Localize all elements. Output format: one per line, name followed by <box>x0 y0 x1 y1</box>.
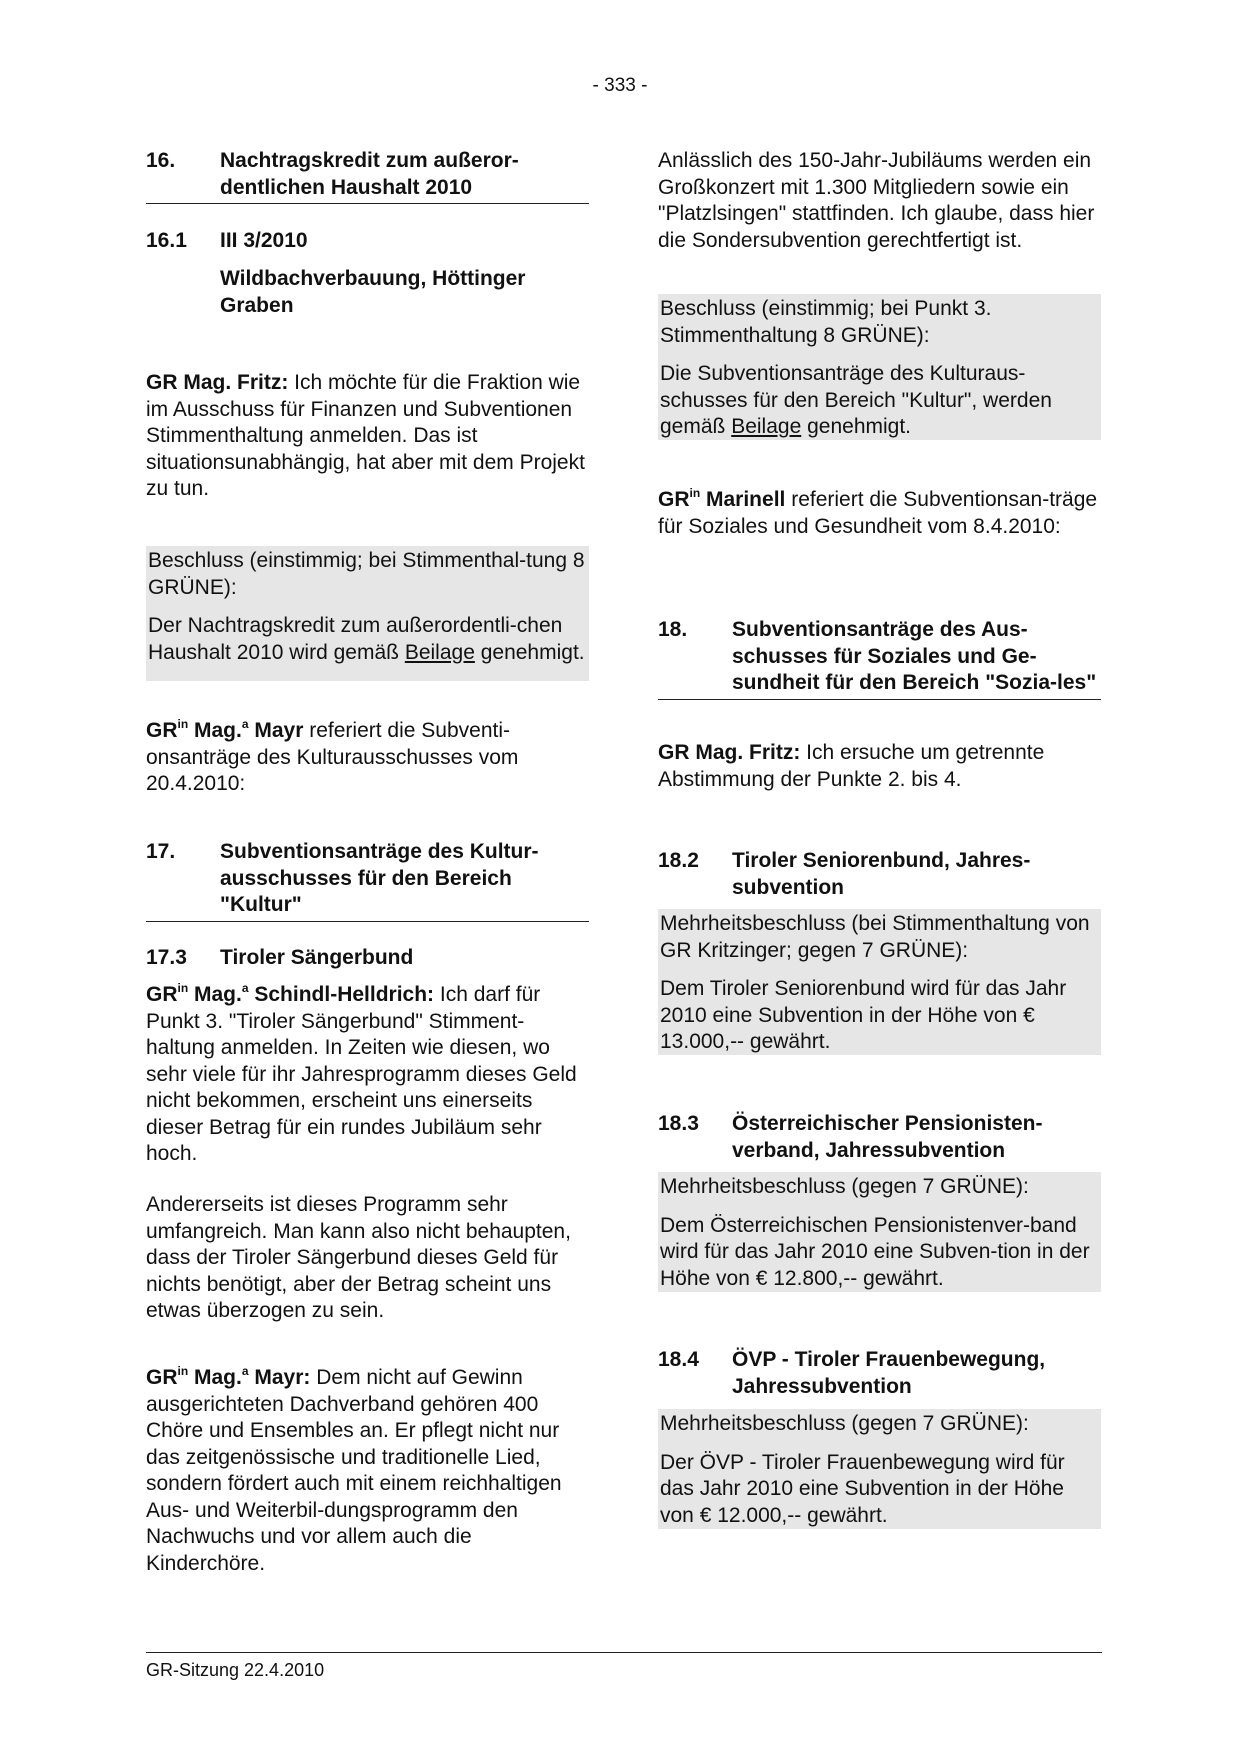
section-title: Tiroler Sängerbund <box>220 946 414 969</box>
resolution-text: Der ÖVP - Tiroler Frauenbewegung wird für das Jahr 2010 eine Subvention in der Höhe von € 12.000,-- gewährt. <box>660 1450 1065 1527</box>
beilage-link[interactable]: Beilage <box>404 640 475 664</box>
paragraph-anlaesslich: Anlässlich des 150-Jahr-Jubiläums werden ein Großkonzert mit 1.300 Mitgliedern sowie ein "Platzlsingen" stattfinden. Ich glaube, dass hier die Sondersubvention gerechtfertigt ist. <box>658 149 1095 252</box>
speaker-name: GR Mag. Fritz: <box>658 741 801 764</box>
section-title: Wildbachverbauung, Höttinger Graben <box>220 267 526 317</box>
resolution-box-17 <box>658 294 1101 440</box>
section-18-3-heading <box>658 1111 1101 1164</box>
section-18-heading <box>658 617 1101 700</box>
footer: GR-Sitzung 22.4.2010 <box>146 1660 325 1680</box>
beilage-link[interactable]: Beilage <box>731 415 802 438</box>
speech-marinell-referral: $GR^{in}$ Marinell referiert die Subventionsan-träge für Soziales und Gesundheit vom 8.4.2010: <box>658 486 1098 538</box>
section-title: Subventionsanträge des Aus-schusses für Soziales und Ge-sundheit für den Bereich "Sozia-les" <box>732 618 1097 694</box>
speech-mayr-referral: $GR^{in}$ Mag.$^a$ Mayr referiert die Subventi-onsanträge des Kulturausschusses vom 20.4.2010: <box>146 717 519 795</box>
section-number: 18. <box>658 618 688 641</box>
section-number: 16. <box>146 149 176 172</box>
section-number: 18.4 <box>658 1348 699 1371</box>
resolution-text: Der Nachtragskredit zum außerordentli-chen Haushalt 2010 wird gemäß Beilage genehmigt. <box>148 614 585 664</box>
section-number: 17. <box>146 840 176 863</box>
resolution-text: Dem Österreichischen Pensionistenver-band wird für das Jahr 2010 eine Subven-tion in der Höhe von € 12.800,-- gewährt. <box>660 1213 1090 1290</box>
speech-fritz-2 <box>658 740 1101 793</box>
resolution-head: Mehrheitsbeschluss (gegen 7 GRÜNE): <box>660 1412 1029 1435</box>
speech-schindl-helldrich: $GR^{in}$ Mag.$^a$ Schindl-Helldrich: Ich darf für Punkt 3. "Tiroler Sängerbund" Stimment-haltung anmelden. In Zeiten wie diesen, wo sehr viele für ihr Jahresprogramm dieses Geld nicht bekommen, erscheint uns einerseits dieser Betrag für ein rundes Jubiläum sehr hoch. <box>146 981 577 1165</box>
section-17-heading <box>146 839 589 922</box>
section-title: Nachtragskredit zum außeror-dentlichen Haushalt 2010 <box>220 149 519 199</box>
resolution-text: Die Subventionsanträge des Kulturaus-schusses für den Bereich "Kultur", werden gemäß Beilage genehmigt. <box>660 362 1052 438</box>
section-16-1-heading <box>146 228 589 255</box>
resolution-head: Mehrheitsbeschluss (gegen 7 GRÜNE): <box>660 1175 1029 1198</box>
resolution-head: Mehrheitsbeschluss (bei Stimmenthaltung von GR Kritzinger; gegen 7 GRÜNE): <box>660 912 1090 962</box>
speech-mayr-2: $GR^{in}$ Mag.$^a$ Mayr: Dem nicht auf Gewinn ausgerichteten Dachverband gehören 400 Chöre und Ensembles an. Er pflegt nicht nur das zeitgenössische und traditionelle Lied, sondern fördert auch mit einem reichhaltigen Aus- und Weiterbil-dungsprogramm den Nachwuchs und vor allem auch die Kinderchöre. <box>146 1364 562 1575</box>
section-18-4-heading <box>658 1347 1101 1400</box>
section-code: III 3/2010 <box>220 229 308 252</box>
resolution-box-18-3 <box>658 1172 1101 1292</box>
resolution-box-16 <box>146 546 589 681</box>
section-title: Tiroler Seniorenbund, Jahres-subvention <box>732 849 1031 899</box>
footer-divider <box>146 1652 1102 1653</box>
section-number: 18.2 <box>658 849 699 872</box>
speech-text: Ich möchte für die Fraktion wie im Ausschuss für Finanzen und Subventionen Stimmenthaltung anmelden. Das ist situationsunabhängig, hat aber mit dem Projekt zu tun. <box>146 371 585 500</box>
resolution-box-18-4 <box>658 1409 1101 1529</box>
resolution-head: Beschluss (einstimmig; bei Stimmenthal-tung 8 GRÜNE): <box>148 549 585 599</box>
section-17-3-heading <box>146 945 589 972</box>
section-title: Subventionsanträge des Kultur-ausschusses für den Bereich "Kultur" <box>220 840 539 916</box>
section-number: 17.3 <box>146 946 187 969</box>
page-number: - 333 - <box>592 75 648 96</box>
speaker-name: GR Mag. Fritz: <box>146 371 289 394</box>
resolution-box-18-2 <box>658 909 1101 1055</box>
resolution-head: Beschluss (einstimmig; bei Punkt 3. Stimmenthaltung 8 GRÜNE): <box>660 297 992 347</box>
speech-fritz-1 <box>146 370 589 503</box>
resolution-text: Dem Tiroler Seniorenbund wird für das Jahr 2010 eine Subvention in der Höhe von € 13.000,-- gewährt. <box>660 977 1067 1053</box>
section-title: Österreichischer Pensionisten-verband, Jahressubvention <box>732 1112 1043 1162</box>
section-number: 18.3 <box>658 1112 699 1135</box>
section-number: 16.1 <box>146 229 187 252</box>
paragraph-andererseits: Andererseits ist dieses Programm sehr umfangreich. Man kann also nicht behaupten, dass der Tiroler Sängerbund dieses Geld für nichts benötigt, aber der Betrag scheint uns etwas überzogen zu sein. <box>146 1193 571 1322</box>
section-16-heading <box>146 148 589 204</box>
speech-text: Ich ersuche um getrennte Abstimmung der Punkte 2. bis 4. <box>658 741 1045 791</box>
section-16-1-title <box>146 266 589 319</box>
section-title: ÖVP - Tiroler Frauenbewegung, Jahressubvention <box>732 1348 1046 1398</box>
section-18-2-heading <box>658 848 1101 901</box>
